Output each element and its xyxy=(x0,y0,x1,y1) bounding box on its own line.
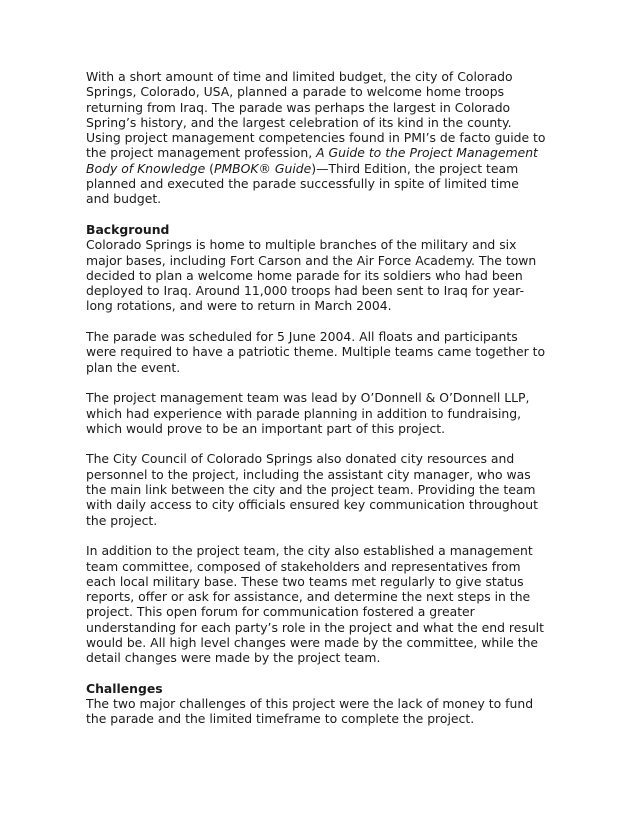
intro-book-title: A Guide to the Project Management Body of Knowledge xyxy=(86,145,538,176)
intro-paren-open: ( xyxy=(205,160,214,176)
intro-paragraph xyxy=(86,69,546,207)
background-paragraph: Colorado Springs is home to multiple branches of the military and six major bases, including Fort Carson and the Air Force Academy. The town decided to plan a welcome home parade for its soldiers who had been deployed to Iraq. Around 11,000 troops had been sent to Iraq for year-long rotations, and were to return in March 2004. xyxy=(86,237,537,314)
background-paragraph: The project management team was lead by O’Donnell & O’Donnell LLP, which had experience with parade planning in addition to fundraising, which would prove to be an important part of this project. xyxy=(86,390,530,436)
document-page xyxy=(86,69,546,742)
intro-pmbok-guide: PMBOK® Guide xyxy=(214,160,312,176)
intro-text-part1: With a short amount of time and limited budget, the city of Colorado Springs, Colorado, USA, planned a parade to welcome home troops returning from Iraq. The parade was perhaps the largest in Colorado Spring’s history, and the largest celebration of its kind in the county. Using project management competencies found in PMI’s de facto guide to the project management profession, xyxy=(86,69,546,161)
challenges-heading: Challenges xyxy=(86,680,163,696)
background-paragraph: In addition to the project team, the city also established a management team committee, composed of stakeholders and representatives from each local military base. These two teams met regularly to give status reports, offer or ask for assistance, and determine the next steps in the project. This open forum for communication fostered a greater understanding for each party’s role in the project and what the end result would be. All high level changes were made by the committee, while the detail changes were made by the project team. xyxy=(86,543,544,666)
background-paragraph: The City Council of Colorado Springs also donated city resources and personnel to the project, including the assistant city manager, who was the main link between the city and the project team. Providing the team with daily access to city officials ensured key communication throughout the project. xyxy=(86,451,538,528)
background-heading: Background xyxy=(86,221,170,237)
background-paragraph: The parade was scheduled for 5 June 2004. All floats and participants were required to have a patriotic theme. Multiple teams came together to plan the event. xyxy=(86,329,546,375)
challenges-paragraph: The two major challenges of this project were the lack of money to fund the parade and the limited timeframe to complete the project. xyxy=(86,696,534,727)
intro-text-part2: )—Third Edition, the project team planned and executed the parade successfully in spite of limited time and budget. xyxy=(86,160,519,207)
